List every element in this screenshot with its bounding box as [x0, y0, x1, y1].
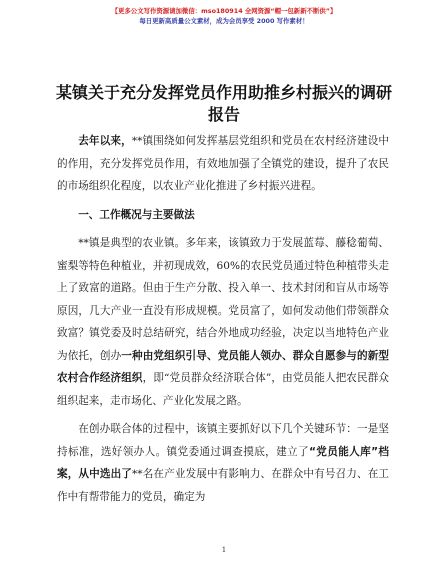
intro-paragraph [57, 130, 389, 198]
overview-text-1: **镇是典型的农业镇。多年来，该镇致力于发展蓝莓、藤稔葡萄、蜜梨等特色种植业，并初现成效，60%的农民党员通过特色种植带头走上了致富的道路。但由于生产分散、投入单一、技术封闭和盲从市场等原因，几大产业一直没有形成规模。党员富了，如何发动他们带领群众致富？镇党委及时总结研究，结合外地成功经验，决定以当地特色产业为依托，创办 [57, 237, 389, 362]
process-text-2: **名在产业发展中有影响力、在群众中有号召力、在工作中有帮带能力的党员，确定为 [57, 468, 390, 503]
intro-text: **镇围绕如何发挥基层党组织和党员在农村经济建设中的作用，充分发挥党员作用，有效地加强了全镇党的建设，提升了农民的市场组织化程度，以农业产业化推进了乡村振兴进程。 [57, 135, 390, 192]
promo-line-2: 每日更新高质量公文素材，成为会员享受 2000 写作素材！ [139, 17, 309, 25]
page-number: 1 [221, 546, 227, 554]
promo-line-1: 【更多公文写作资源请加微信：mso180914 全网资源“帽一包新新不断供”】 [111, 7, 337, 15]
overview-text-2: ，即“党员群众经济联合体”，由党员能人把农民群众组织起来，走市场化、产业化发展之路。 [57, 372, 389, 407]
process-paragraph [57, 418, 389, 508]
process-bold: “党员能人库”档案，从中选出了 [57, 445, 389, 480]
promo-banner [0, 6, 448, 26]
section-heading: 一、工作概况与主要做法 [78, 208, 195, 221]
overview-paragraph [57, 232, 389, 412]
document-body [57, 130, 389, 514]
process-text-1: 在创办联合体的过程中，该镇主要抓好以下几个关键环节：一是坚持标准，选好领办人。镇党委通过调查摸底，建立了 [57, 423, 389, 458]
intro-lead: 去年以来， [78, 135, 132, 147]
document-title: 某镇关于充分发挥党员作用助推乡村振兴的调研报告 [56, 83, 393, 124]
overview-bold: 一种由党组织引导、党员能人领办、群众自愿参与的新型农村合作经济组织 [57, 349, 389, 384]
